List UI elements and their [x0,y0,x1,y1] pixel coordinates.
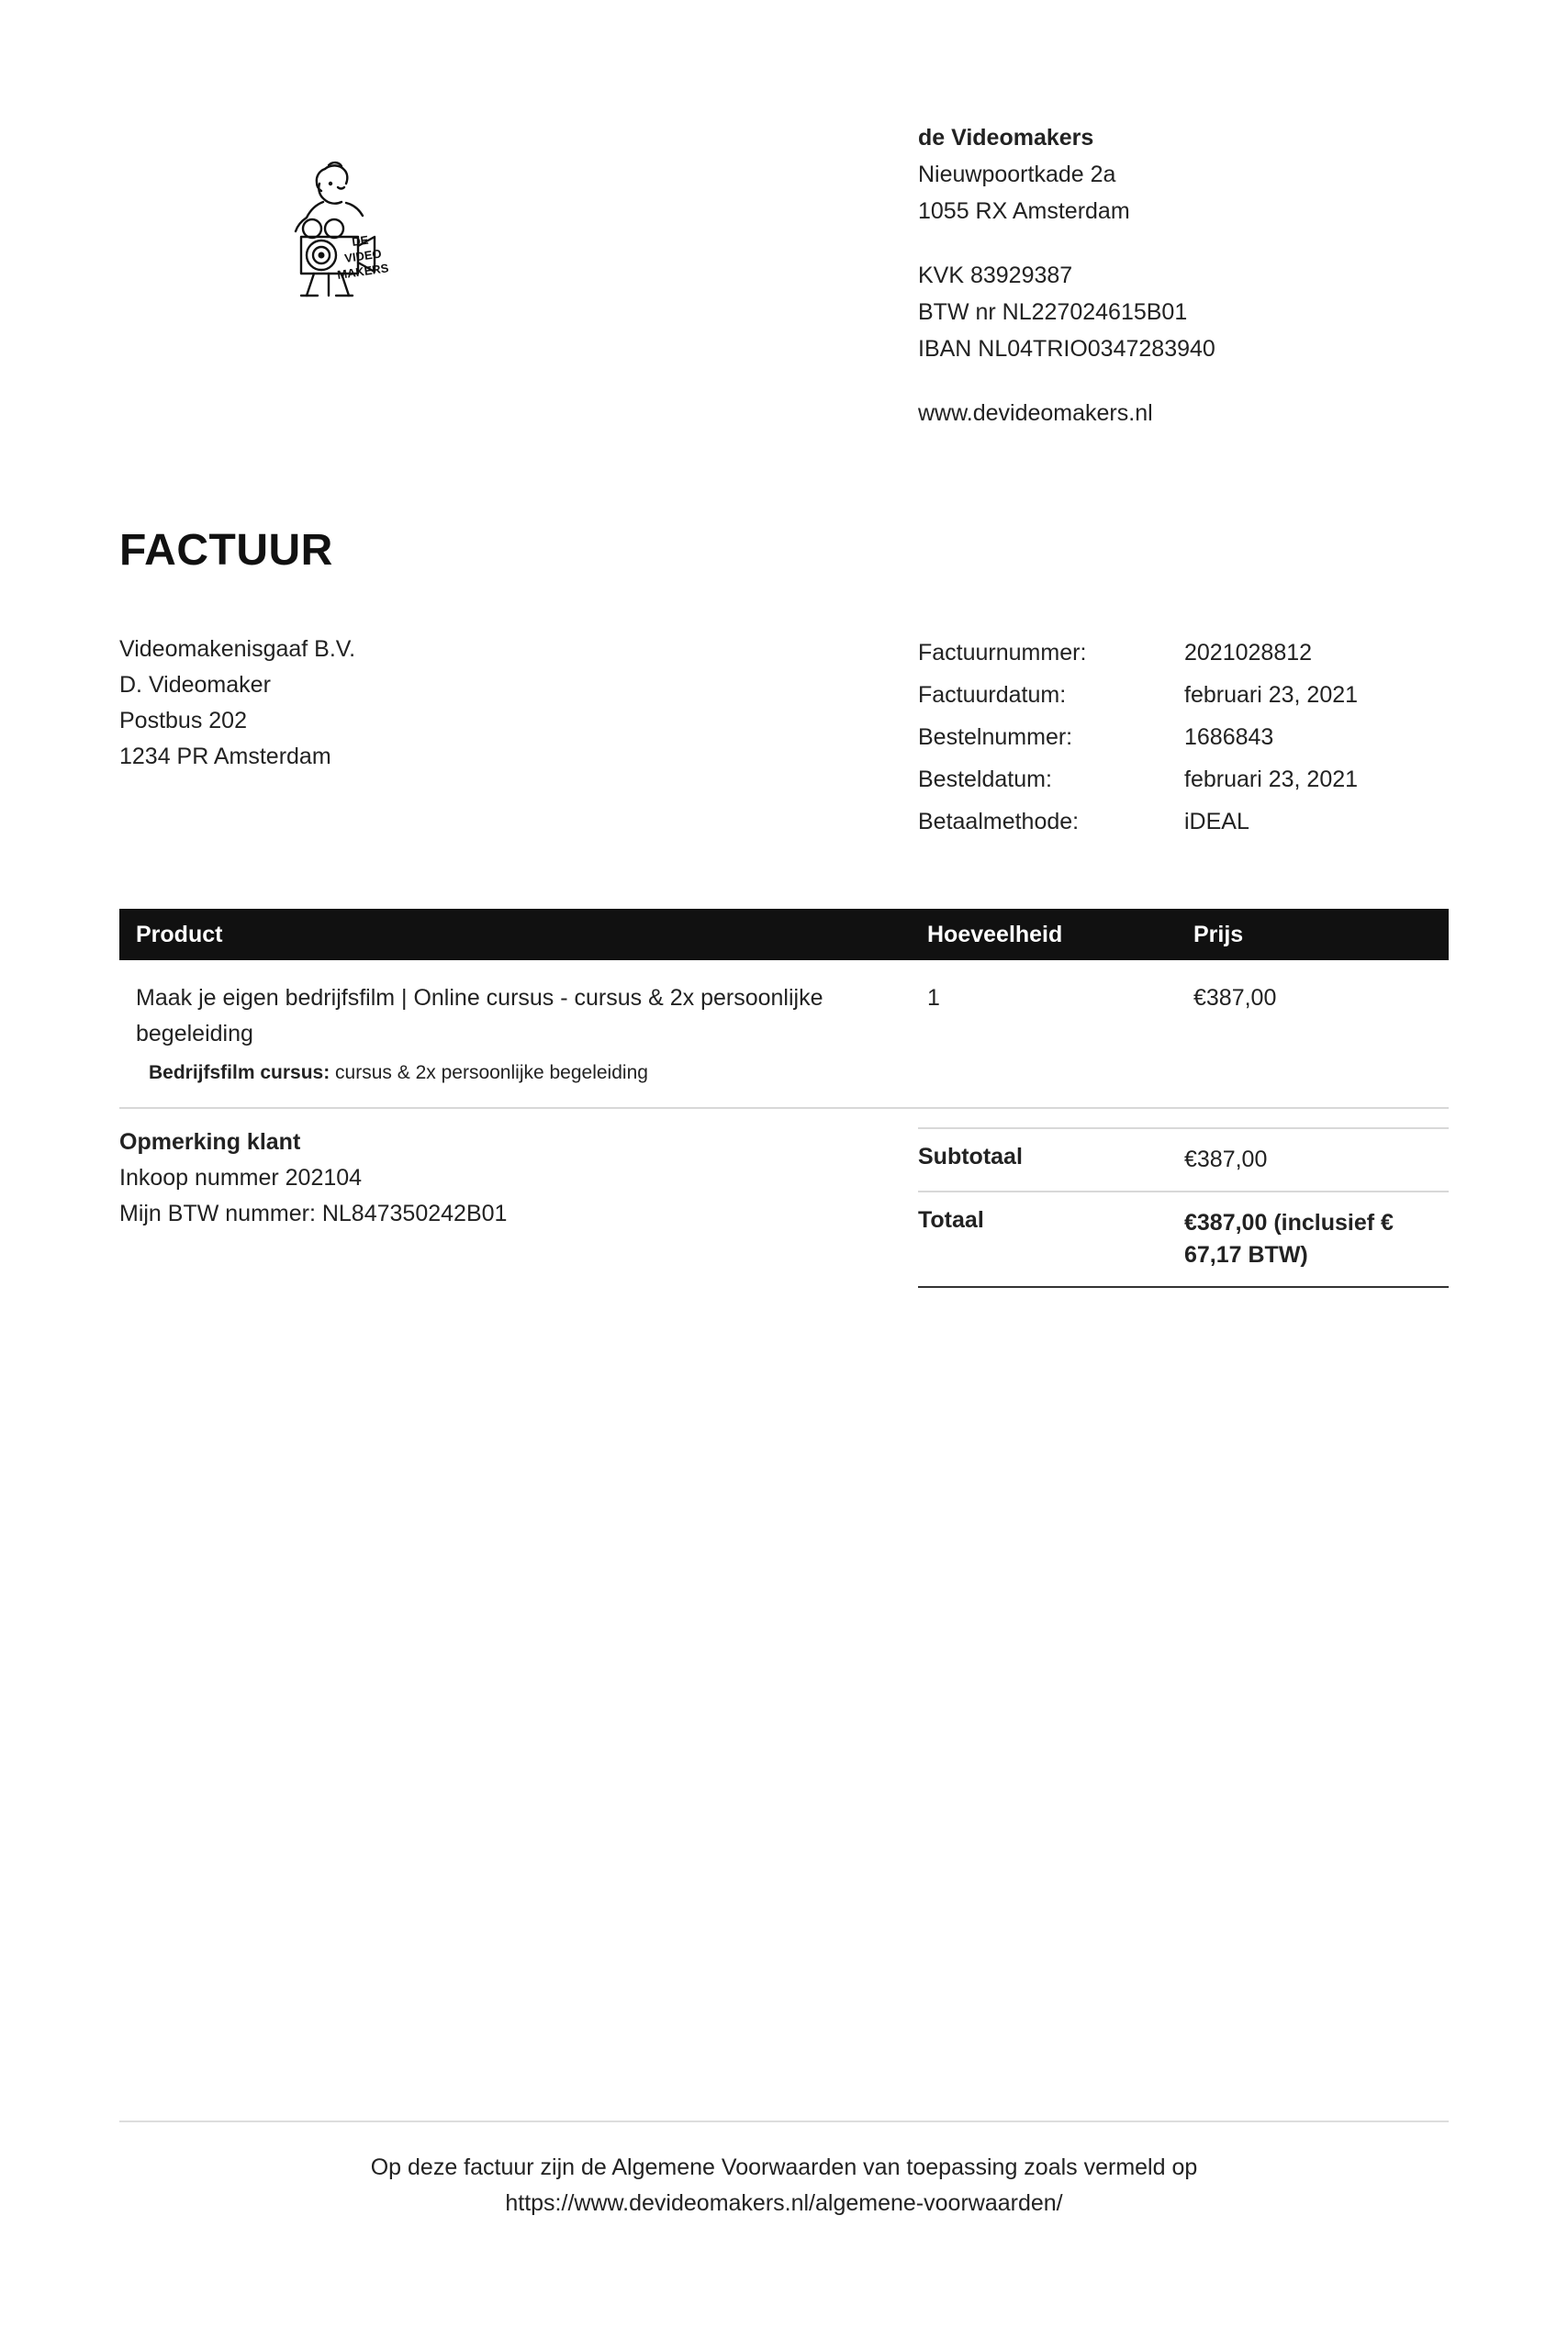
company-address-line2: 1055 RX Amsterdam [918,198,1130,224]
cell-price: €387,00 [1193,985,1277,1011]
meta-row [918,800,1358,843]
total-label: Totaal [918,1207,984,1233]
company-name: de Videomakers [918,125,1094,151]
meta-label-order-date: Besteldatum: [918,767,1052,792]
customer-note-line2: Mijn BTW nummer: NL847350242B01 [119,1201,508,1226]
bill-to-address: Postbus 202 [119,708,247,733]
company-btw: BTW nr NL227024615B01 [918,299,1188,325]
totals-row-subtotal [918,1127,1449,1191]
invoice-meta [918,632,1358,843]
meta-value-invoice-date: februari 23, 2021 [1184,682,1359,708]
company-website[interactable]: www.devideomakers.nl [918,400,1153,426]
column-header-product: Product [136,921,223,947]
company-iban: IBAN NL04TRIO0347283940 [918,336,1215,362]
meta-row [918,758,1358,800]
meta-label-order-number: Bestelnummer: [918,724,1073,750]
invoice-header [0,119,1568,450]
bill-to-block [119,632,355,775]
svg-text:DE: DE [351,232,370,249]
customer-note-line1: Inkoop nummer 202104 [119,1165,363,1191]
cell-product-variant [119,1059,1449,1107]
items-table [119,909,1449,1109]
footer-terms-link[interactable]: https://www.devideomakers.nl/algemene-voorwaarden/ [505,2190,1063,2216]
total-value: €387,00 (inclusief € 67,17 BTW) [1184,1210,1394,1268]
subtotal-value: €387,00 [1184,1147,1268,1172]
bill-to-contact: D. Videomaker [119,672,271,698]
column-header-quantity: Hoeveelheid [927,921,1063,947]
footer-line1: Op deze factuur zijn de Algemene Voorwaarden van toepassing zoals vermeld op [370,2154,1198,2180]
cell-quantity: 1 [927,985,940,1011]
bill-to-city: 1234 PR Amsterdam [119,744,331,769]
customer-note-title: Opmerking klant [119,1129,301,1155]
meta-row [918,716,1358,758]
table-header-row [119,909,1449,960]
table-row [119,960,1449,1059]
totals-block [918,1127,1449,1288]
variant-value: cursus & 2x persoonlijke begeleiding [330,1062,648,1083]
page-title: FACTUUR [119,526,333,575]
company-address-line1: Nieuwpoortkade 2a [918,162,1116,187]
table-body [119,960,1449,1109]
variant-label: Bedrijfsfilm cursus: [149,1062,330,1083]
meta-row [918,674,1358,716]
totals-row-total [918,1191,1449,1288]
meta-value-order-date: februari 23, 2021 [1184,767,1359,792]
invoice-footer [119,2121,1449,2221]
meta-label-invoice-date: Factuurdatum: [918,682,1067,708]
meta-value-order-number: 1686843 [1184,724,1274,750]
svg-text:VIDEO: VIDEO [343,246,383,265]
meta-value-invoice-number: 2021028812 [1184,640,1313,666]
bill-to-company: Videomakenisgaaf B.V. [119,636,356,662]
company-details [918,119,1215,431]
meta-label-payment-method: Betaalmethode: [918,809,1080,834]
meta-label-invoice-number: Factuurnummer: [918,640,1087,666]
customer-note [119,1125,872,1232]
subtotal-label: Subtotaal [918,1144,1023,1169]
column-header-price: Prijs [1193,921,1244,947]
svg-text:MAKERS: MAKERS [336,261,390,282]
meta-row [918,632,1358,674]
cell-product-name: Maak je eigen bedrijfsfilm | Online cursus - cursus & 2x persoonlijke begeleiding [136,985,823,1046]
company-logo [257,138,431,312]
meta-value-payment-method: iDEAL [1184,809,1249,834]
company-kvk: KVK 83929387 [918,263,1073,288]
